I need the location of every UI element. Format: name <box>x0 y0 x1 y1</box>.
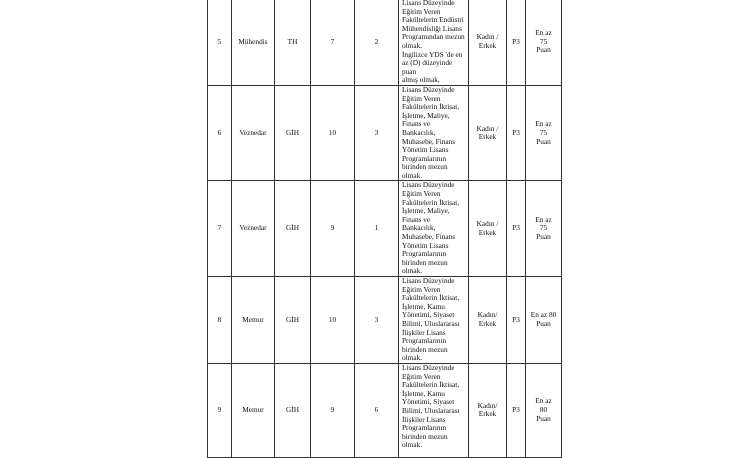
degree: 7 <box>311 0 355 85</box>
requirement-line: Fakültelerin Endüstri <box>402 15 464 25</box>
gender-line: Kadın / <box>476 123 499 133</box>
score-cell <box>526 363 562 457</box>
staff-requirements-table <box>207 0 562 458</box>
class-code: GİH <box>275 363 311 457</box>
requirement-line: İngilizce YDS 'de en <box>402 49 463 59</box>
position-count: 3 <box>355 277 399 364</box>
requirement-line: Lisans Düzeyinde <box>402 0 455 7</box>
score-line: En az <box>535 119 552 128</box>
requirement-line: Fakültelerin İktisat, <box>402 197 460 207</box>
table-row <box>208 277 562 364</box>
requirement-line: İşletme, Kamu <box>402 388 445 398</box>
score-cell <box>526 181 562 277</box>
table-row <box>208 363 562 457</box>
requirement-line: Muhasebe, Finans <box>402 232 456 242</box>
requirement-line: Lisans Düzeyinde <box>402 85 455 94</box>
table-row <box>208 181 562 277</box>
requirement-line: İşletme, Maliye, <box>402 110 450 120</box>
gender-line: Erkek <box>478 227 497 237</box>
requirement-line: Fakültelerin İktisat, <box>402 380 460 390</box>
requirement-line: İlişkiler Lisans <box>402 414 446 424</box>
requirement-line: Lisans Düzeyinde <box>402 363 455 372</box>
gender-line: Erkek <box>478 409 497 419</box>
requirement-line: Finans ve Bankacılık, <box>402 119 436 137</box>
requirement-line: Programlarının <box>402 336 447 346</box>
requirement-line: Yönetim Lisans <box>402 240 449 250</box>
requirement-line: Finans ve Bankacılık, <box>402 214 436 233</box>
requirement-line: Programlarının <box>402 249 447 259</box>
requirement-line: olmak. <box>402 170 423 180</box>
position-title: Veznedar <box>232 85 275 181</box>
requirement-line: Yönetimi, Siyaset <box>402 397 455 407</box>
requirement-line: az (D) düzeyinde puan <box>402 58 453 76</box>
row-number: 6 <box>208 85 232 181</box>
position-title: Veznedar <box>232 181 275 277</box>
position-count: 1 <box>355 181 399 277</box>
degree: 9 <box>311 363 355 457</box>
class-code: TH <box>275 0 311 85</box>
requirement-line: Fakültelerin İktisat, <box>402 102 460 112</box>
kpss-type: P3 <box>507 85 526 181</box>
score-line: Puan <box>536 413 551 423</box>
requirement-line: Eğitim Veren <box>402 189 441 199</box>
requirement-line: Yönetimi, Siyaset <box>402 310 455 320</box>
requirements-cell <box>399 277 469 364</box>
position-count: 2 <box>355 0 399 85</box>
row-number: 5 <box>208 0 232 85</box>
requirement-line: olmak. <box>402 353 423 363</box>
kpss-type: P3 <box>507 0 526 85</box>
score-line: Puan <box>536 318 551 328</box>
requirement-line: birinden mezun <box>402 344 448 354</box>
requirements-cell <box>399 363 469 457</box>
requirement-line: Bilimi, Uluslararası <box>402 318 460 328</box>
score-cell <box>526 85 562 181</box>
row-number: 8 <box>208 277 232 364</box>
position-title: Mühendis <box>232 0 275 85</box>
gender-line: Kadın / <box>476 219 499 229</box>
row-number: 7 <box>208 181 232 277</box>
gender-cell <box>469 277 507 364</box>
gender-line: Erkek <box>478 318 497 328</box>
requirement-line: Muhasebe, Finans <box>402 136 456 146</box>
score-line: 80 <box>539 405 548 415</box>
requirement-line: Programından mezun <box>402 32 465 42</box>
score-line: Puan <box>536 45 551 55</box>
position-count: 3 <box>355 85 399 181</box>
score-cell <box>526 277 562 364</box>
gender-line: Erkek <box>478 40 497 50</box>
score-line: En az <box>535 396 552 406</box>
requirements-cell <box>399 0 469 85</box>
position-title: Memur <box>232 363 275 457</box>
kpss-type: P3 <box>507 181 526 277</box>
row-number: 9 <box>208 363 232 457</box>
requirement-line: Programlarının <box>402 423 447 433</box>
requirement-line: olmak. <box>402 440 423 450</box>
requirement-line: Lisans Düzeyinde <box>402 276 455 285</box>
requirements-cell <box>399 181 469 277</box>
requirement-line: Eğitim Veren <box>402 93 441 103</box>
requirement-line: Eğitim Veren <box>402 371 441 381</box>
score-line: En az 80 <box>530 310 557 320</box>
gender-line: Kadın / <box>476 32 499 42</box>
position-count: 6 <box>355 363 399 457</box>
score-line: 75 <box>539 223 548 233</box>
score-cell <box>526 0 562 85</box>
class-code: GİH <box>275 181 311 277</box>
score-line: En az <box>535 214 552 224</box>
kpss-type: P3 <box>507 363 526 457</box>
requirement-line: olmak. <box>402 266 423 276</box>
requirement-line: Programlarının <box>402 153 447 163</box>
table-row <box>208 0 562 85</box>
score-line: En az <box>535 27 552 37</box>
degree: 9 <box>311 181 355 277</box>
requirements-cell <box>399 85 469 181</box>
requirement-line: İşletme, Kamu <box>402 301 445 311</box>
requirement-line: İlişkiler Lisans <box>402 327 446 337</box>
gender-line: Kadın/ <box>477 310 498 320</box>
kpss-type: P3 <box>507 277 526 364</box>
table-row <box>208 85 562 181</box>
requirement-line: İşletme, Maliye, <box>402 206 450 216</box>
gender-cell <box>469 181 507 277</box>
score-line: Puan <box>536 232 551 242</box>
requirement-line: Mühendisliği Lisans <box>402 23 462 33</box>
requirement-line: Bilimi, Uluslararası <box>402 405 460 415</box>
requirement-line: Eğitim Veren <box>402 6 441 16</box>
gender-line: Kadın/ <box>477 400 498 410</box>
class-code: GİH <box>275 85 311 181</box>
requirement-line: Yönetim Lisans <box>402 145 449 155</box>
requirement-line: Eğitim Veren <box>402 284 441 294</box>
gender-cell <box>469 0 507 85</box>
requirement-line: birinden mezun <box>402 162 448 172</box>
score-line: Puan <box>536 136 551 146</box>
requirement-line: birinden mezun <box>402 431 448 441</box>
requirement-line: birinden mezun <box>402 257 448 267</box>
gender-cell <box>469 363 507 457</box>
requirement-line: olmak. <box>402 40 423 50</box>
requirement-line: Lisans Düzeyinde <box>402 180 455 190</box>
gender-cell <box>469 85 507 181</box>
class-code: GİH <box>275 277 311 364</box>
degree: 10 <box>311 277 355 364</box>
gender-line: Erkek <box>478 132 497 142</box>
score-line: 75 <box>539 36 548 46</box>
position-title: Memur <box>232 277 275 364</box>
requirement-line: Fakültelerin İktisat, <box>402 293 460 303</box>
score-line: 75 <box>539 127 548 137</box>
requirement-line: almış olmak, <box>402 75 440 85</box>
degree: 10 <box>311 85 355 181</box>
